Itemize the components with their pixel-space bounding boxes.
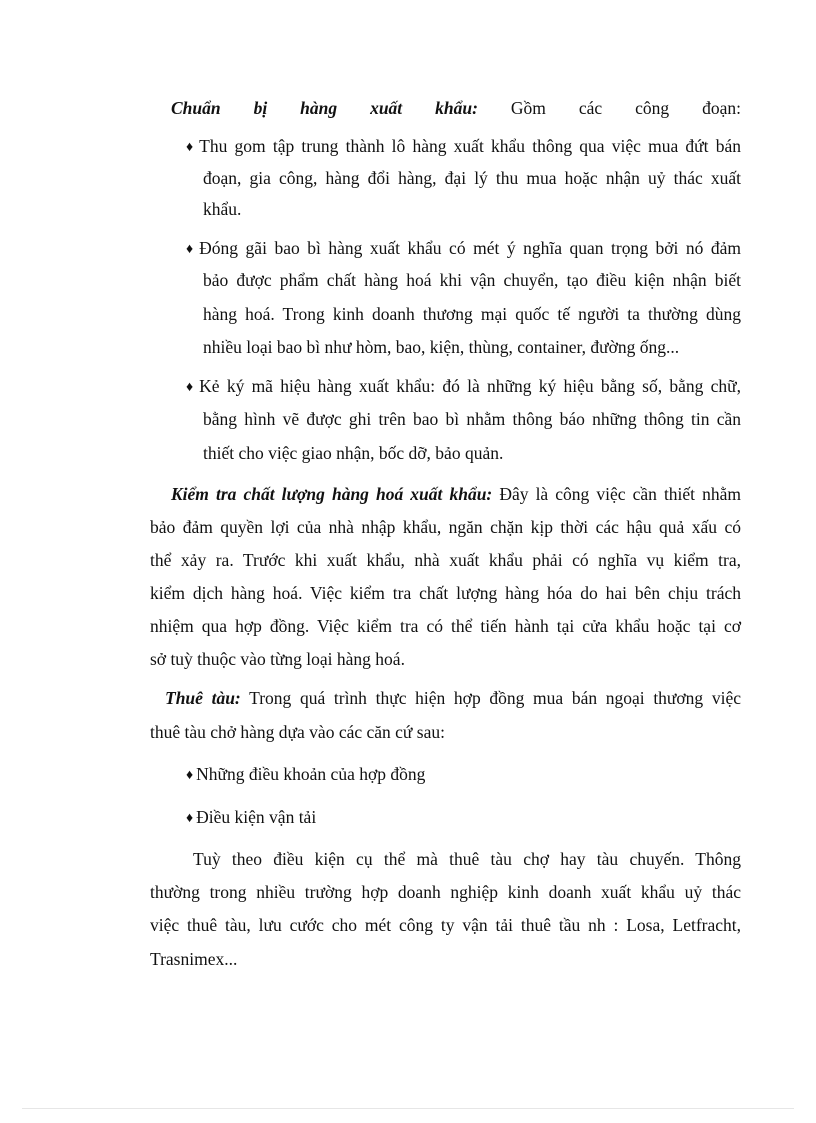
bullet-item <box>186 236 741 262</box>
bullet-line: ♦ Kẻ ký mã hiệu hàng xuất khẩu: đó là những ký hiệu bằng số, bằng chữ, <box>186 374 741 400</box>
bullet-line: thiết cho việc giao nhận, bốc dỡ, bảo quản. <box>203 443 504 463</box>
intro-word: các <box>578 98 603 118</box>
bullet-line: hàng hoá. Trong kinh doanh thương mại quốc tế người ta thường dùng <box>203 304 741 324</box>
section2-first-line <box>171 482 741 506</box>
heading-word: xuất <box>370 98 403 118</box>
paragraph-line: sở tuỳ thuộc vào từng loại hàng hoá. <box>150 649 405 669</box>
paragraph-line: Tuỳ theo điều kiện cụ thể mà thuê tàu chợ hay tàu chuyến. Thông <box>193 849 741 869</box>
bullet-item: ♦ Những điều khoản của hợp đồng <box>186 762 425 788</box>
diamond-bullet-icon: ♦ <box>186 811 194 826</box>
bullet-item: ♦ Điều kiện vận tải <box>186 805 316 831</box>
bullet-item <box>186 134 741 160</box>
diamond-bullet-icon: ♦ <box>186 380 194 395</box>
section3-heading: Thuê tàu: <box>165 688 241 708</box>
paragraph-line: kiểm dịch hàng hoá. Việc kiểm tra chất lượng hàng hóa do hai bên chịu trách <box>150 583 741 603</box>
heading-word: bị <box>253 98 268 118</box>
bullet-line: bằng hình vẽ được ghi trên bao bì nhằm thông báo những thông tin cần <box>203 409 741 429</box>
diamond-bullet-icon: ♦ <box>186 140 194 155</box>
section2-heading: Kiểm tra chất lượng hàng hoá xuất khẩu: <box>171 484 493 504</box>
bullet-line: ♦ Đóng gãi bao bì hàng xuất khẩu có mét ý nghĩa quan trọng bởi nó đảm <box>186 236 741 262</box>
bullet-line: bảo được phẩm chất hàng hoá khi vận chuyển, tạo điều kiện nhận biết <box>203 270 741 290</box>
heading-word: khẩu: <box>435 98 478 118</box>
intro-word: đoạn: <box>702 98 741 118</box>
section1-heading-line <box>171 96 741 120</box>
bullet-item <box>186 374 741 400</box>
bullet-line: nhiều loại bao bì như hòm, bao, kiện, thùng, container, đường ống... <box>203 337 680 357</box>
paragraph-line: việc thuê tàu, lưu cước cho mét công ty vận tải thuê tầu nh : Losa, Letfracht, <box>150 915 741 935</box>
paragraph-line: thuê tàu chở hàng dựa vào các căn cứ sau: <box>150 722 445 742</box>
paragraph-line: Trasnimex... <box>150 949 238 969</box>
paragraph-line: nhiệm qua hợp đồng. Việc kiểm tra có thể tiến hành tại cửa khẩu hoặc tại cơ <box>150 616 741 636</box>
page-bottom-divider <box>22 1108 794 1109</box>
intro-word: công <box>635 98 670 118</box>
paragraph-line: thường trong nhiều trường hợp doanh nghiệp kinh doanh xuất khẩu uỷ thác <box>150 882 741 902</box>
section3-first-line <box>165 686 741 710</box>
paragraph-line: thể xảy ra. Trước khi xuất khẩu, nhà xuất khẩu phải có nghĩa vụ kiểm tra, <box>150 550 741 570</box>
section3-first-line-text: Trong quá trình thực hiện hợp đồng mua bán ngoại thương việc <box>249 688 741 708</box>
diamond-bullet-icon: ♦ <box>186 768 194 783</box>
bullet-line: ♦ Thu gom tập trung thành lô hàng xuất khẩu thông qua việc mua đứt bán <box>186 134 741 160</box>
bullet-line: khẩu. <box>203 199 242 219</box>
section2-first-line-text: Đây là công việc cần thiết nhằm <box>499 484 741 504</box>
bullet-line: đoạn, gia công, hàng đổi hàng, đại lý thu mua hoặc nhận uỷ thác xuất <box>203 168 741 188</box>
intro-word: Gồm <box>510 98 546 118</box>
heading-word: hàng <box>300 98 338 118</box>
heading-word: Chuẩn <box>171 98 221 118</box>
diamond-bullet-icon: ♦ <box>186 242 194 257</box>
paragraph-line: bảo đảm quyền lợi của nhà nhập khẩu, ngăn chặn kịp thời các hậu quả xấu có <box>150 517 741 537</box>
